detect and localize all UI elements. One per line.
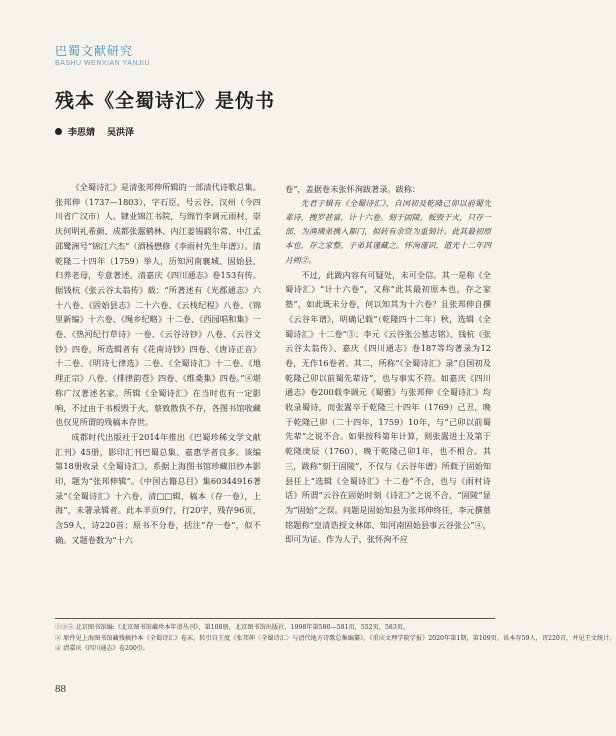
footnote: ①③⑤ 北京图书馆编:《北京图书馆藏珍本年谱丛刊》，第108册，北京图书馆出版社，1998年第580—581页，552页，583页。 (55, 624, 410, 631)
article-title: 残本《全蜀诗汇》是伪书 (55, 90, 276, 112)
footnotes (55, 618, 616, 655)
footnote: ② 原件见上海图书馆藏残稿抄本《全蜀诗汇》卷末，转引自王度《张邦伸〈全蜀诗汇〉与清代地方诗歌总集编纂》，《重庆文理学院学报》2020年第1期，第109页。该本存59人，诗220首，并见王文统计。 (55, 634, 616, 642)
body-paragraph: 成都时代出版社于2014年推出《巴蜀珍稀文学文献汇刊》45册，影印汇刊巴蜀总集、嘉惠学者良多。该编第18册收录《全蜀诗汇》，系据上海图书馆珍藏旧抄本影印，题为“张邦伸辑”。《中国古籍总目》集60344916著录“《全蜀诗汇》十六卷，清□□辑，稿本（存一卷），上海”，未署录辑者。此本半页9行，行20字，残存96页，含59人，诗220首；原书不分卷，括注“存一卷”，似不确。又题卷数为“十六 (55, 431, 261, 545)
footnote: ④ 清嘉庆《四川通志》卷200引。 (55, 645, 150, 652)
body-paragraph-continued: 卷”，盖据卷末张怀洵跋著录。跋称： (285, 184, 421, 194)
page-number: 88 (55, 683, 66, 695)
article-authors (55, 125, 134, 138)
body-paragraph: 《全蜀诗汇》是清张邦伸所辑的一部清代诗歌总集。张邦伸（1737—1803），字石臣，号云谷，汉州（今四川省广汉市）人。肄业锦江书院，与绵竹李调元雨村、崇庆何明礼希颜、成都张翯鹤林、内江姜锡嘏尔常、中江孟邵鹭洲号“锦江六杰”（酒杨懋修《李雨村先生年谱》）。清乾隆二十四年（1759）举人，历知河南襄城、固始县，归养老母，专意著述。清嘉庆《四川通志》卷153有传。据钱杭《张云谷太翁传》载：“所著述有《光郡通志》六十八卷、《固始县志》二十六卷、《云栈纪程》八卷、《锦里新编》十六卷、《绳乡纪略》十二卷、《西园唱和集》一卷、《热河纪行草诗》一卷、《云谷诗钞》八卷、《云谷文钞》四卷，所选辑者有《花南诗钞》四卷、《唐诗正音》十二卷、《明诗七律选》二卷、《全蜀诗汇》十二卷、《地理正宗》八卷、《排律韵苍》四卷、《维桑集》四卷。”④堪称广汉著述名家。所辑《全蜀诗汇》在当时也有一定影响，不过由于书板毁于火，蔡致散佚不存，各图书馆收藏也仅见所谓的残稿本存世。 (55, 182, 261, 428)
journal-header (55, 42, 150, 67)
journal-name-cn: 巴蜀文献研究 (55, 44, 134, 58)
author-name-1: 李思婧 (68, 128, 96, 138)
block-quote: 先君子辑有《全蜀诗汇》，自国初及乾隆己卯以前蜀先辈诗，搜罗甚富，计十六卷。刻于固陵，板毁于火，只存一部，为渔璜弟携入都门，拟转有余资为重刻计。此其最初原本也，存之家整，子弟其谨藏之。怀洵谨识，道光十二年四月朔②。 (285, 198, 491, 265)
author-name-2: 吴洪泽 (107, 128, 135, 138)
bullet-icon (55, 128, 62, 135)
left-column (55, 180, 261, 548)
right-column (285, 182, 491, 547)
body-paragraph: 不过，此跋内容有可疑处，未可全信。其一是称《全蜀诗汇》“计十六卷”，又称“此其最初原本也，存之家塾”，如此既未分卷，何以知其为十六卷？且张邦伸自撰《云谷年谱》，明确记载“（乾隆四十二年）秋，选辑《全蜀诗汇》十二卷”③；李元《云谷张公墓志铭》、钱杭《张云谷太翁传》、嘉庆《四川通志》卷187等均著录为12卷，无作16卷者。其二，所称“《全蜀诗汇》录”自国初及乾隆己卯以前蜀先辈诗”，也与事实不符。如嘉庆《四川通志》卷200载李调元《蜀雅》与张邦伸《全蜀诗汇》均收录蜀诗，而张翯卒于乾隆三十四年（1769）己丑，晚于乾隆己卯（二十四年，1759）10年，与“己卯以前蜀先辈”之说不合。如果按科第年计算，则张翯进士及第于乾隆庚辰（1760），晚于乾隆己卯1年，也不相合。其三，跋称“刻于固陵”，不仅与《云谷年谱》所载于固始知县任上“选辑《全蜀诗汇》十二卷”不合，也与《雨村诗话》所谓“云谷在固始时刻《诗汇》”之说不合，“固陵”显为“固始”之误。问题是固始知县为张邦伸终任，李元撰墓铭题称“皇清诰授文林郎、知河南固始县事云谷张公”④，即可为证。作为人子，张怀洵不应 (285, 269, 491, 545)
journal-name-en: BASHU WENXIAN YANJIU (55, 60, 150, 67)
